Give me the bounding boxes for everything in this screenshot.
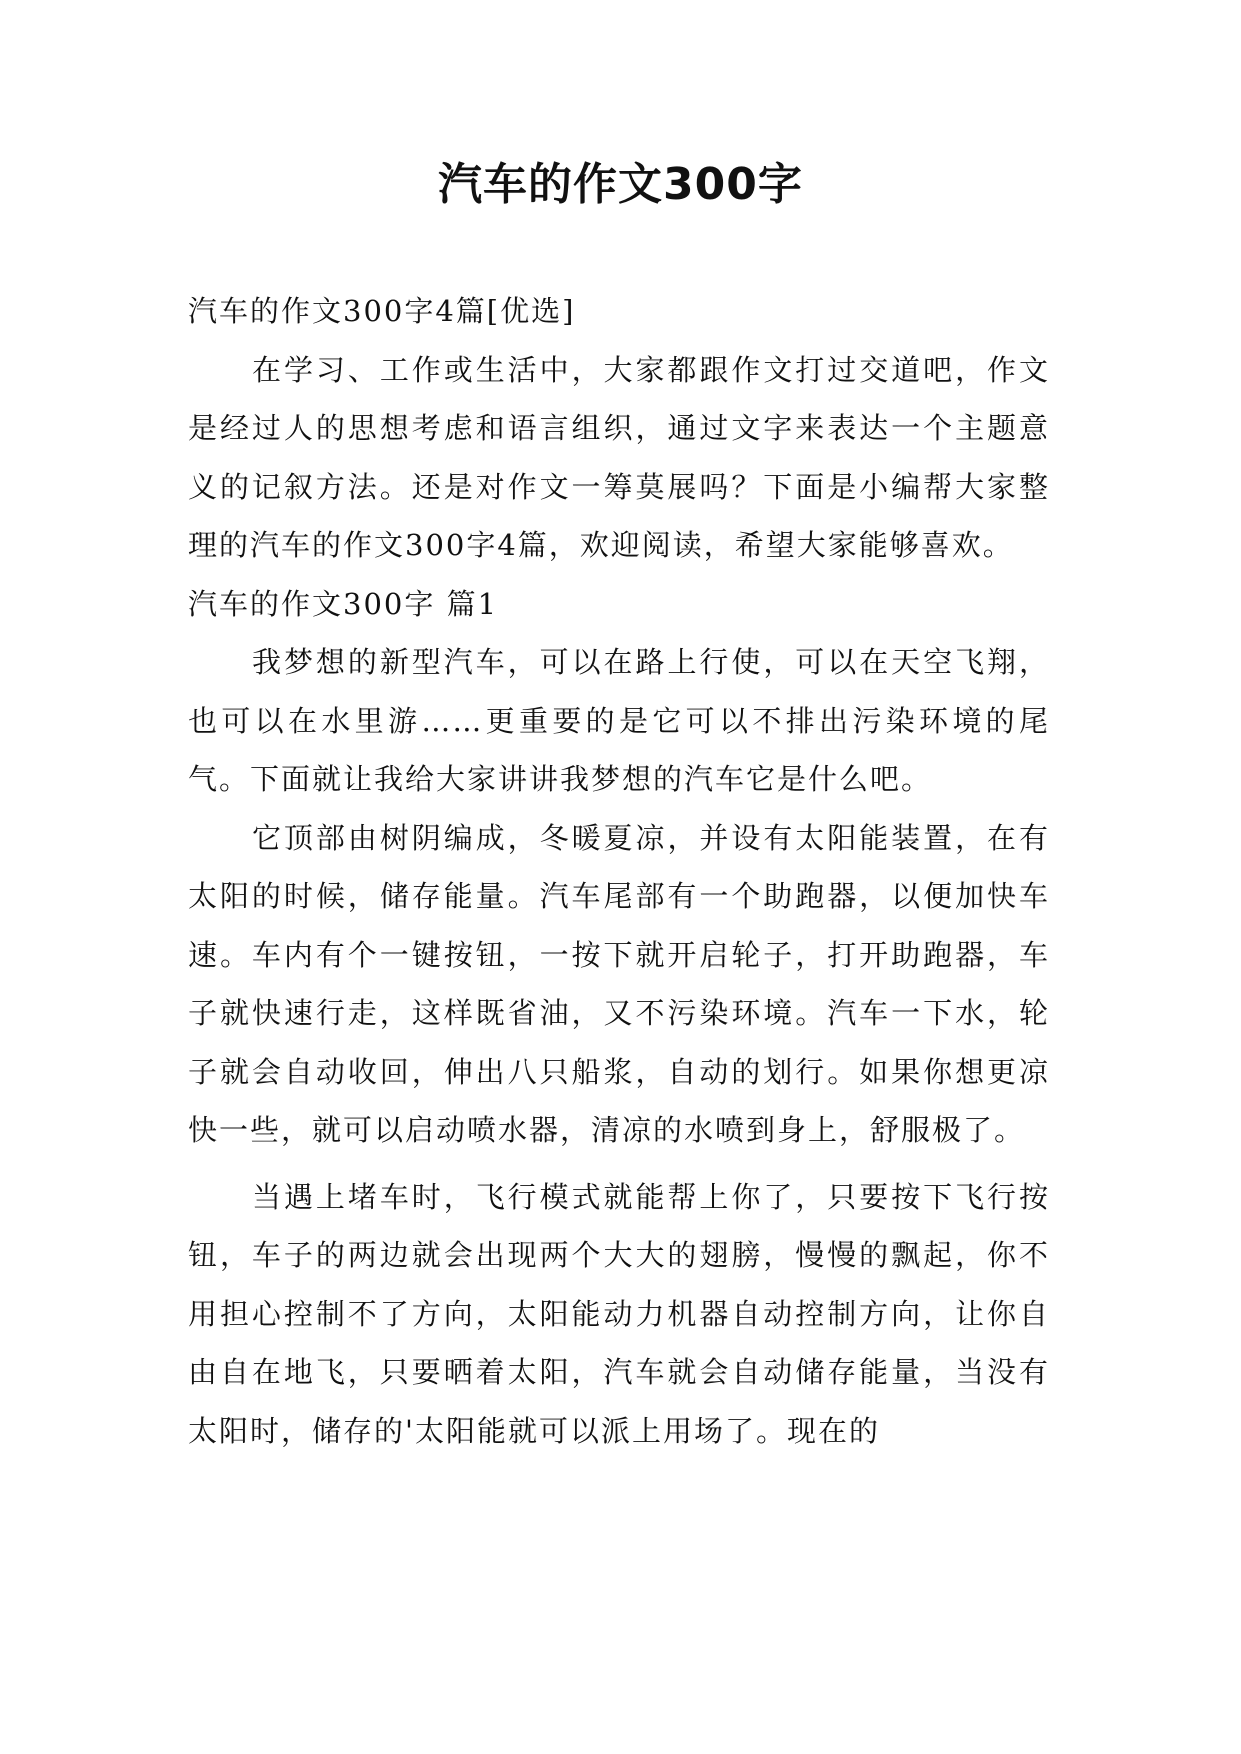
- body-paragraph: 我梦想的新型汽车，可以在路上行使，可以在天空飞翔，也可以在水里游……更重要的是它可以不排出污染环境的尾气。下面就让我给大家讲讲我梦想的汽车它是什么吧。: [188, 645, 1050, 796]
- body-paragraph: 当遇上堵车时，飞行模式就能帮上你了，只要按下飞行按钮，车子的两边就会出现两个大大的翅膀，慢慢的飘起，你不用担心控制不了方向，太阳能动力机器自动控制方向，让你自由自在地飞，只要晒着太阳，汽车就会自动储存能量，当没有太阳时，储存的'太阳能就可以派上用场了。现在的: [188, 1179, 1050, 1448]
- document-subtitle: 汽车的作文300字4篇[优选]: [188, 294, 576, 328]
- page-title: 汽车的作文300字: [438, 159, 803, 210]
- body-paragraph: 它顶部由树阴编成，冬暖夏凉，并设有太阳能装置，在有太阳的时候，储存能量。汽车尾部有一个助跑器，以便加快车速。车内有个一键按钮，一按下就开启轮子，打开助跑器，车子就快速行走，这样既省油，又不污染环境。汽车一下水，轮子就会自动收回，伸出八只船浆，自动的划行。如果你想更凉快一些，就可以启动喷水器，清凉的水喷到身上，舒服极了。: [188, 820, 1050, 1147]
- document-body: [188, 282, 1050, 1460]
- intro-paragraph: 在学习、工作或生活中，大家都跟作文打过交道吧，作文是经过人的思想考虑和语言组织，通过文字来表达一个主题意义的记叙方法。还是对作文一筹莫展吗？下面是小编帮大家整理的汽车的作文300字4篇，欢迎阅读，希望大家能够喜欢。: [188, 352, 1050, 562]
- section-heading: 汽车的作文300字 篇1: [188, 586, 499, 621]
